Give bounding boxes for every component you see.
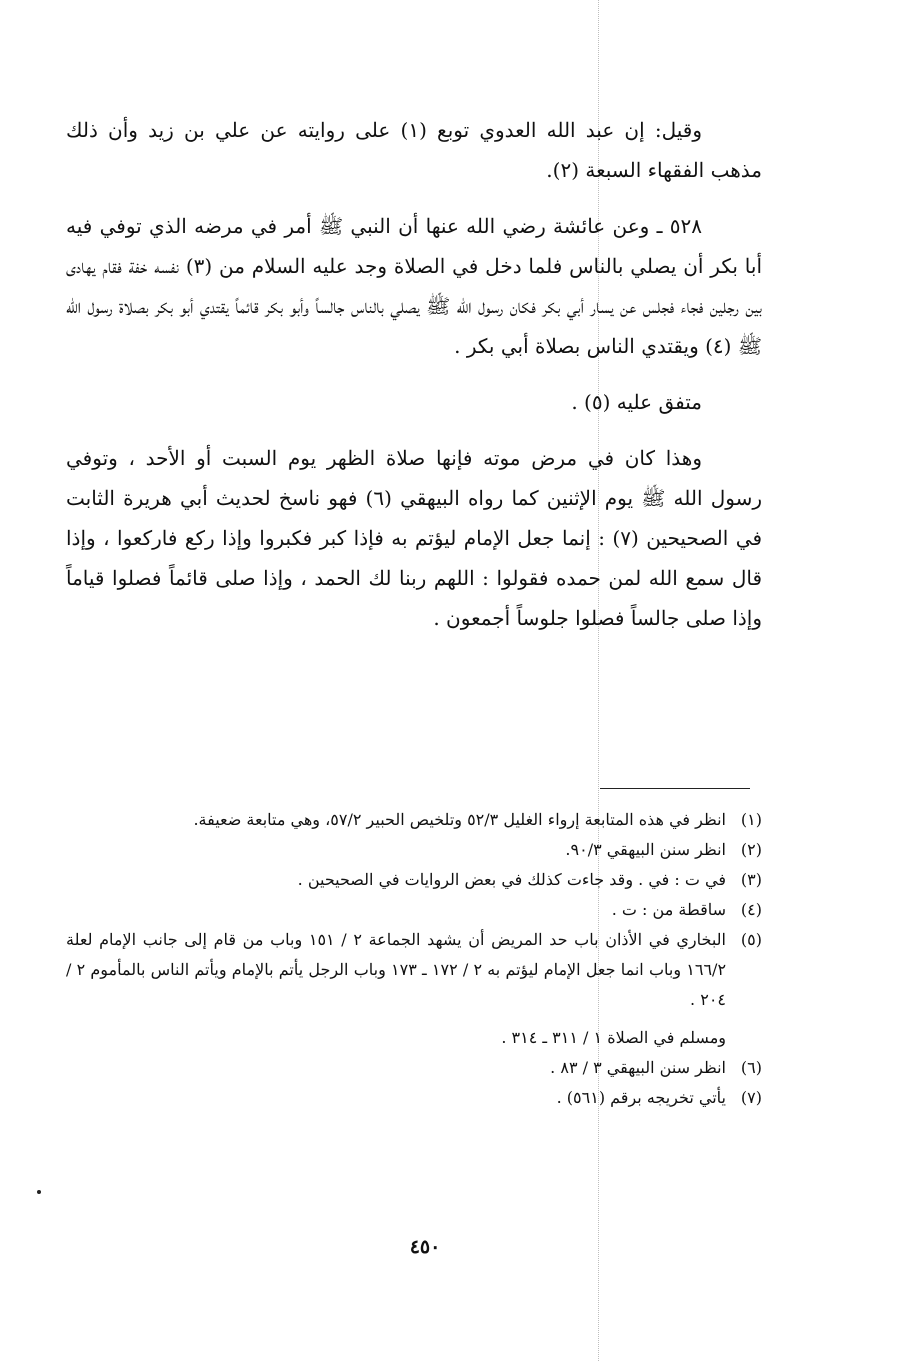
footnote-number: (١) xyxy=(740,810,762,829)
footnote-separator xyxy=(600,788,750,789)
footnote-6 xyxy=(66,1053,762,1083)
paragraph-hadith-528: ٥٢٨ ـ وعن عائشة رضي الله عنها أن النبي ﷺ أمر في مرضه الذي توفي فيه أبا بكر أن يصلي بالناس فلما دخل في الصلاة وجد عليه السلام من (٣) نفسه خفة فقام يهادى بين رجلين فجاء فجلس عن يسار أبي بكر فكان رسول الله ﷺ يصلي بالناس جالساً وأبو بكر قائماً يقتدي أبو بكر بصلاة رسول الله ﷺ (٤) ويقتدي الناس بصلاة أبي بكر . xyxy=(66,214,762,358)
footnote-3 xyxy=(66,865,762,895)
footnote-4 xyxy=(66,895,762,925)
paragraph-commentary: وهذا كان في مرض موته فإنها صلاة الظهر يوم السبت أو الأحد ، وتوفي رسول الله ﷺ يوم الإثنين كما رواه البيهقي (٦) فهو ناسخ لحديث أبي هريرة الثابت في الصحيحين (٧) : إنما جعل الإمام ليؤتم به فإذا كبر فكبروا وإذا ركع فاركعوا ، وإذا قال سمع الله لمن حمده فقولوا : اللهم ربنا لك الحمد ، وإذا صلى قائماً فصلوا قياماً وإذا صلى جالساً فصلوا جلوساً أجمعون . xyxy=(66,446,762,630)
scan-speck xyxy=(37,1190,41,1194)
footnote-text: انظر في هذه المتابعة إرواء الغليل ٥٢/٣ وتلخيص الحبير ٥٧/٢، وهي متابعة ضعيفة. xyxy=(193,810,726,829)
footnote-number: (٤) xyxy=(740,900,762,919)
page-number: ٤٥٠ xyxy=(409,1236,441,1258)
footnote-text: انظر سنن البيهقي ٣ / ٨٣ . xyxy=(550,1058,726,1077)
paragraph-intro: وقيل: إن عبد الله العدوي توبع (١) على روايته عن علي بن زيد وأن ذلك مذهب الفقهاء السبعة (٢). xyxy=(66,118,762,182)
footnote-number: (٢) xyxy=(740,840,762,859)
footnote-2 xyxy=(66,835,762,865)
footnote-text: البخاري في الأذان باب حد المريض أن يشهد الجماعة ٢ / ١٥١ وباب من قام إلى جانب الإمام لعلة ١٦٦/٢ وباب انما جعل الإمام ليؤتم به ٢ / ١٧٢ ـ ١٧٣ وباب الرجل يأتم بالإمام ويأتم الناس بالمأموم ٢ / ٢٠٤ . xyxy=(66,930,727,1009)
footnote-text: يأتي تخريجه برقم (٥٦١) . xyxy=(556,1088,726,1107)
footnote-number: (٣) xyxy=(740,870,762,889)
footnote-5-continued xyxy=(66,1023,762,1053)
footnote-text: انظر سنن البيهقي ٩٠/٣. xyxy=(565,840,726,859)
footnote-text: ومسلم في الصلاة ١ / ٣١١ ـ ٣١٤ . xyxy=(501,1028,726,1047)
footnote-text: ساقطة من : ت . xyxy=(611,900,726,919)
footnote-number: (٦) xyxy=(740,1058,762,1077)
footnote-text: في ت : في . وقد جاءت كذلك في بعض الروايات في الصحيحين . xyxy=(297,870,726,889)
footnotes xyxy=(66,805,762,1113)
paragraph-agreed: متفق عليه (٥) . xyxy=(571,390,702,414)
main-text xyxy=(66,110,762,654)
footnote-number: (٥) xyxy=(740,930,762,949)
footnote-1 xyxy=(66,805,762,835)
footnote-number: (٧) xyxy=(740,1088,762,1107)
footnote-5 xyxy=(66,925,762,1015)
footnote-7 xyxy=(66,1083,762,1113)
